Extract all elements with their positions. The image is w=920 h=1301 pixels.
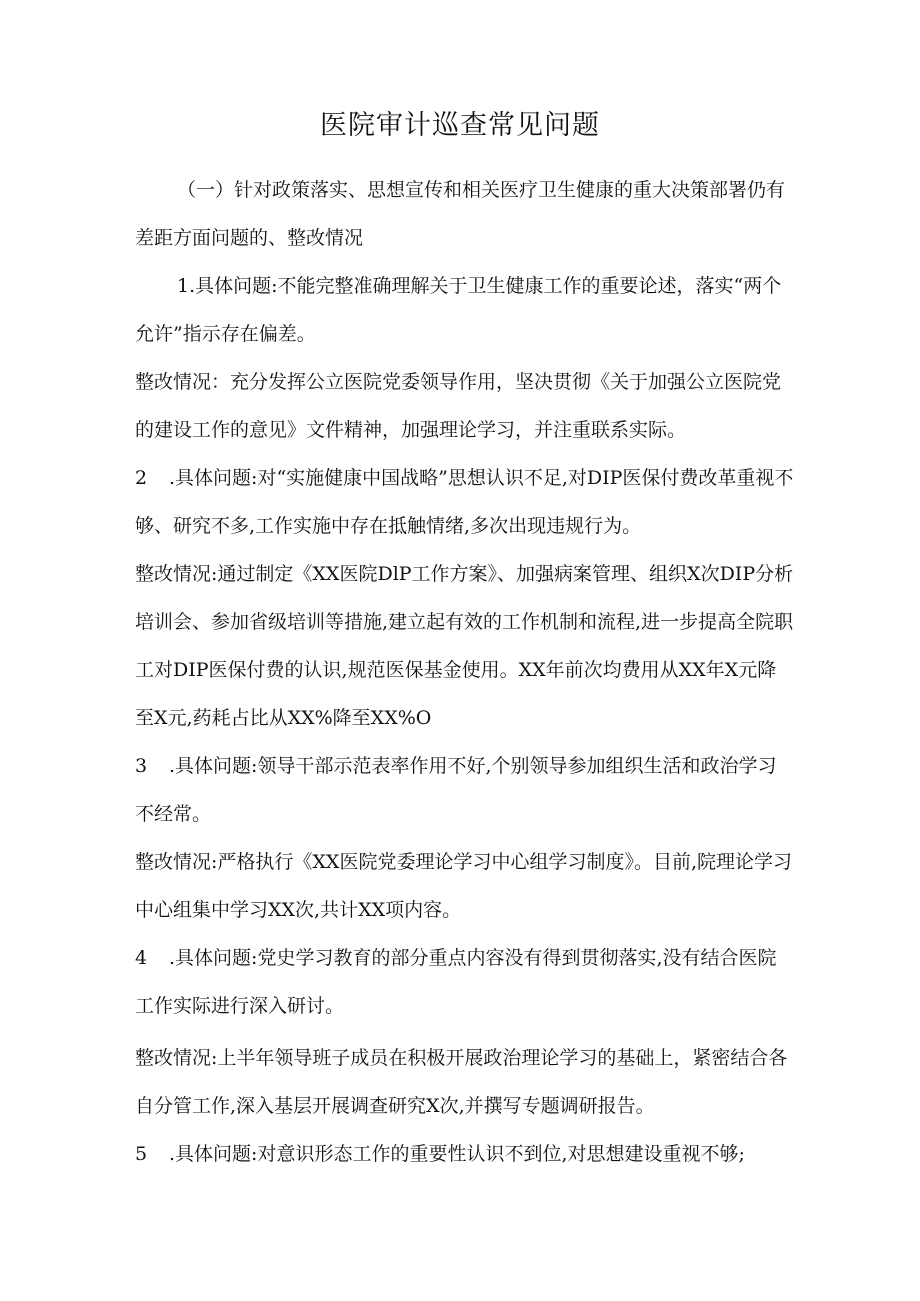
problem-text: .具体问题:对意识形态工作的重要性认识不到位,对思想建设重视不够; [169,1143,745,1165]
problem-number: 4 [135,947,148,969]
problem-2 [135,454,795,550]
problem-1: 1.具体问题:不能完整准确理解关于卫生健康工作的重要论述，落实“两个允许”指示存在偏差。 [135,275,782,345]
problem-number: 3 [135,755,148,777]
section-heading: （一）针对政策落实、思想宣传和相关医疗卫生健康的重大决策部署仍有差距方面问题的、整改情况 [135,179,786,249]
rectification-1: 整改情况：充分发挥公立医院党委领导作用，坚决贯彻《关于加强公立医院党的建设工作的意见》文件精神，加强理论学习，并注重联系实际。 [135,371,782,441]
problem-number: 2 [135,467,148,489]
rectification-2: 整改情况:通过制定《XX医院DlP工作方案》、加强病案管理、组织X次DIP分析培训会、参加省级培训等措施,建立起有效的工作机制和流程,进一步提高全院职工对DIP医保付费的认识,规范医保基金使用。XX年前次均费用从XX年X元降至X元,药耗占比从XX%降至XX%O [135,563,794,729]
document-title: 医院审计巡查常见问题 [320,110,600,141]
rectification-4: 整改情况:上半年领导班子成员在积极开展政治理论学习的基础上，紧密结合各自分管工作,深入基层开展调查研究X次,并撰写专题调研报告。 [135,1047,788,1117]
problem-text: .具体问题:党史学习教育的部分重点内容没有得到贯彻落实,没有结合医院工作实际进行深入研讨。 [135,947,777,1017]
rectification-3: 整改情况:严格执行《XX医院党委理论学习中心组学习制度》。目前,院理论学习中心组集中学习XX次,共计XX项内容。 [135,851,792,921]
problem-number: 5 [135,1143,148,1165]
problem-4 [135,934,795,1030]
problem-text: .具体问题:对“实施健康中国战略”思想认识不足,对DIP医保付费改革重视不够、研究不多,工作实施中存在抵触情绪,多次出现违规行为。 [135,467,794,537]
problem-5 [135,1130,795,1178]
problem-3 [135,742,795,838]
problem-text: .具体问题:领导干部示范表率作用不好,个别领导参加组织生活和政治学习不经常。 [135,755,777,825]
